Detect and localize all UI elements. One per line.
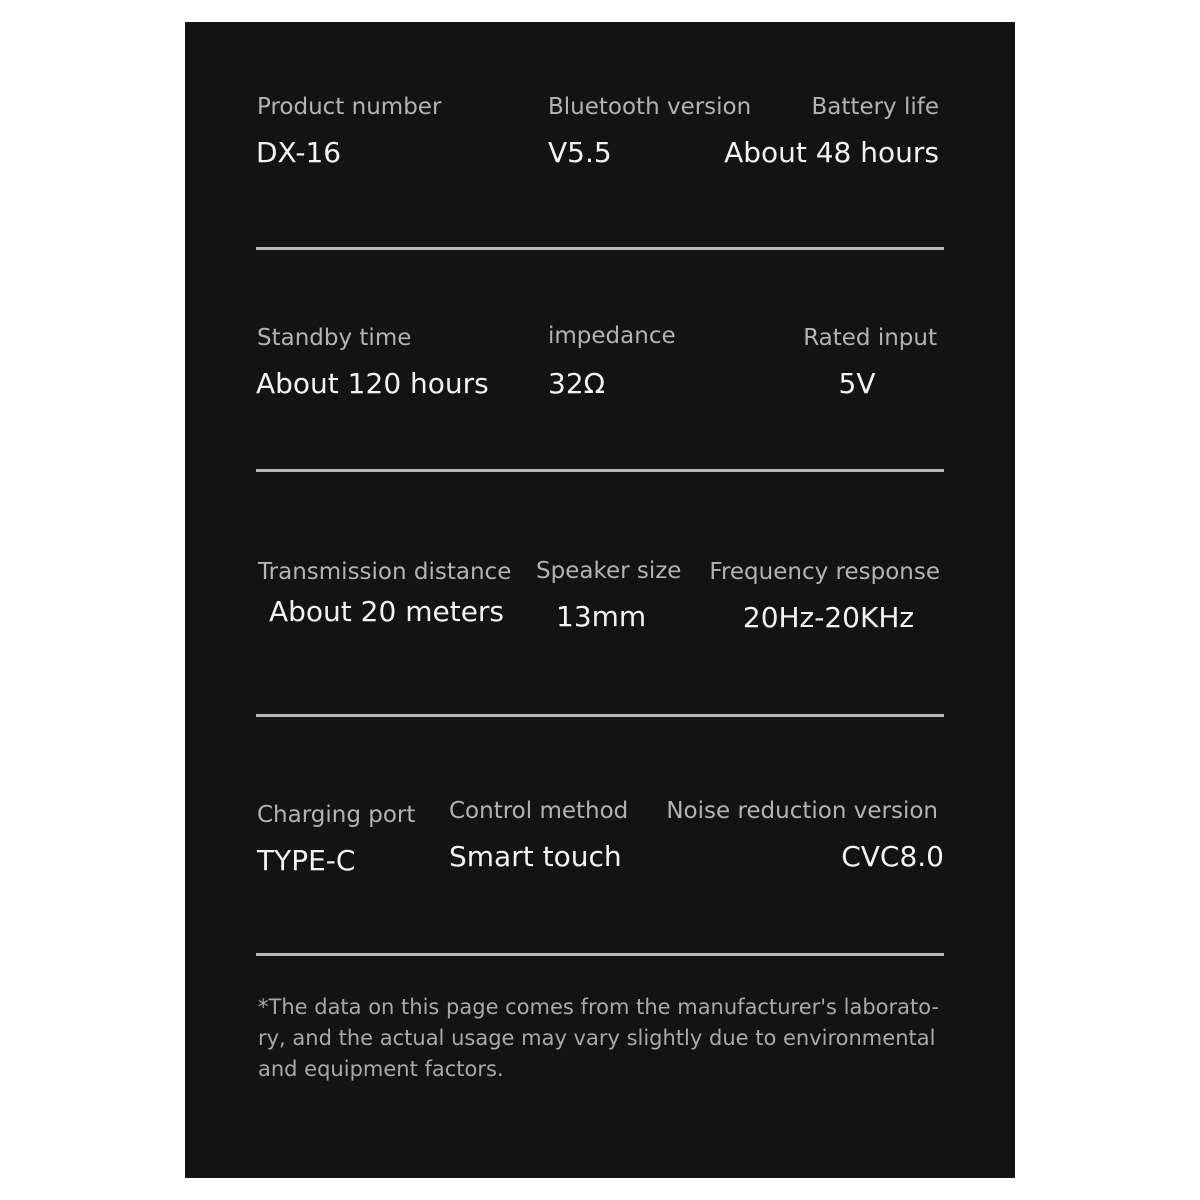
spec-value-rated-input: 5V <box>838 367 876 400</box>
spec-value-noise-reduction-version: CVC8.0 <box>841 840 944 873</box>
spec-label-transmission-distance: Transmission distance <box>258 559 512 585</box>
spec-label-product-number: Product number <box>257 94 442 120</box>
divider <box>256 953 944 956</box>
spec-value-control-method: Smart touch <box>449 840 622 873</box>
spec-label-standby-time: Standby time <box>257 325 412 351</box>
spec-value-frequency-response: 20Hz-20KHz <box>742 601 915 634</box>
divider <box>256 469 944 472</box>
footnote-line: and equipment factors. <box>258 1057 504 1081</box>
spec-label-control-method: Control method <box>449 798 629 824</box>
spec-label-battery-life: Battery life <box>811 94 939 120</box>
spec-value-product-number: DX-16 <box>256 136 342 169</box>
spec-value-impedance: 32Ω <box>548 367 606 400</box>
spec-label-bluetooth-version: Bluetooth version <box>548 94 752 120</box>
spec-label-noise-reduction-version: Noise reduction version <box>666 798 938 824</box>
spec-label-rated-input: Rated input <box>803 325 937 351</box>
spec-value-standby-time: About 120 hours <box>256 367 489 400</box>
spec-label-charging-port: Charging port <box>257 802 416 828</box>
spec-value-bluetooth-version: V5.5 <box>548 136 612 169</box>
footnote-line: ry, and the actual usage may vary slightly due to environmental <box>258 1026 936 1050</box>
disclaimer-footnote <box>258 992 948 1085</box>
spec-panel <box>185 22 1015 1178</box>
spec-label-speaker-size: Speaker size <box>536 558 682 584</box>
spec-value-speaker-size: 13mm <box>556 600 647 633</box>
spec-value-battery-life: About 48 hours <box>724 136 939 169</box>
spec-value-transmission-distance: About 20 meters <box>269 595 505 628</box>
divider <box>256 247 944 250</box>
spec-label-impedance: impedance <box>548 323 676 349</box>
spec-label-frequency-response: Frequency response <box>709 559 940 585</box>
divider <box>256 714 944 717</box>
spec-value-charging-port: TYPE-C <box>257 844 356 877</box>
footnote-line: *The data on this page comes from the manufacturer's laborato- <box>258 995 940 1019</box>
